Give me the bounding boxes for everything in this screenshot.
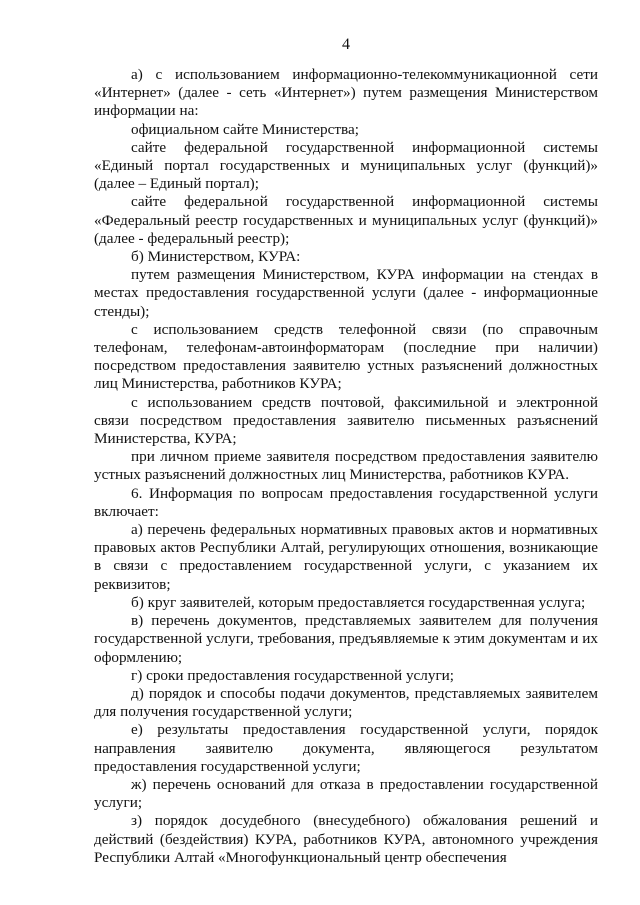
page-number: 4 bbox=[342, 36, 350, 53]
paragraph: б) круг заявителей, которым предоставляется государственная услуга; bbox=[131, 593, 586, 611]
paragraph: ж) перечень оснований для отказа в предоставлении государственной услуги; bbox=[94, 775, 598, 812]
paragraph: при личном приеме заявителя посредством предоставления заявителю устных разъяснений должностных лиц Министерства, работников КУРА. bbox=[94, 448, 598, 484]
paragraph: д) порядок и способы подачи документов, представляемых заявителем для получения государственной услуги; bbox=[94, 684, 598, 721]
paragraph: официальном сайте Министерства; bbox=[131, 120, 359, 138]
paragraph: путем размещения Министерством, КУРА информации на стендах в местах предоставления государственной услуги (далее - информационные стенды); bbox=[94, 266, 598, 320]
paragraph: в) перечень документов, представляемых заявителем для получения государственной услуги, требования, предъявляемые к этим документам и их оформлению; bbox=[94, 612, 598, 666]
paragraph: б) Министерством, КУРА: bbox=[131, 248, 301, 266]
paragraph: г) сроки предоставления государственной услуги; bbox=[131, 666, 455, 684]
paragraph: с использованием средств телефонной связи (по справочным телефонам, телефонам-автоинформаторам (последние при наличии) посредством предоставления заявителю устных разъяснений должностных лиц Министерства, работников КУРА; bbox=[94, 320, 598, 393]
paragraph: с использованием средств почтовой, факсимильной и электронной связи посредством предоставления заявителю письменных разъяснений Министерства, КУРА; bbox=[94, 393, 598, 448]
paragraph: 6. Информация по вопросам предоставления государственной услуги включает: bbox=[94, 484, 598, 520]
paragraph: сайте федеральной государственной информационной системы «Единый портал государственных и муниципальных услуг (функций)» (далее – Единый портал); bbox=[94, 138, 598, 193]
document-body bbox=[94, 66, 598, 867]
paragraph: а) с использованием информационно-телекоммуникационной сети «Интернет» (далее - сеть «Интернет») путем размещения Министерством информации на: bbox=[94, 66, 598, 120]
paragraph: е) результаты предоставления государственной услуги, порядок направления заявителю документа, являющегося результатом предоставления государственной услуги; bbox=[94, 721, 598, 775]
paragraph: сайте федеральной государственной информационной системы «Федеральный реестр государственных и муниципальных услуг (функций)» (далее - федеральный реестр); bbox=[94, 193, 598, 247]
paragraph: а) перечень федеральных нормативных правовых актов и нормативных правовых актов Республики Алтай, регулирующих отношения, возникающие в связи с предоставлением государственной услуги, с указанием их реквизитов; bbox=[94, 521, 598, 593]
paragraph: з) порядок досудебного (внесудебного) обжалования решений и действий (бездействия) КУРА, работников КУРА, автономного учреждения Республики Алтай «Многофункциональный центр обеспечения bbox=[94, 812, 598, 866]
